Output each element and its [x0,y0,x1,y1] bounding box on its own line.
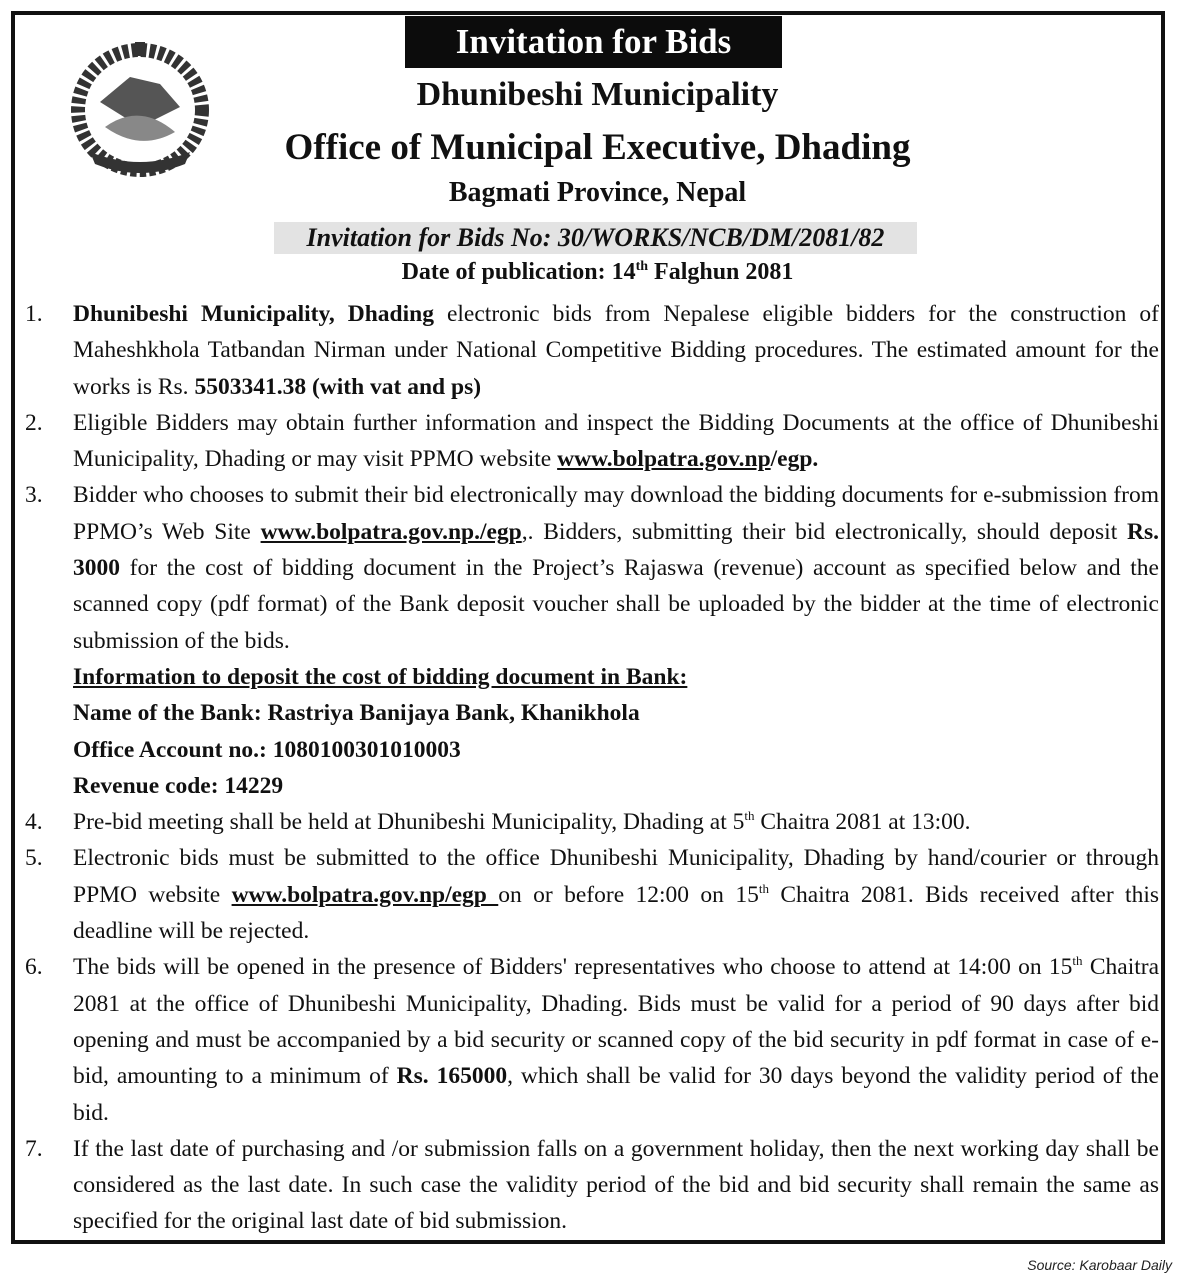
bolpatra-link[interactable]: www.bolpatra.gov.np/egp [231,881,499,908]
office-name: Office of Municipal Executive, Dhading [284,127,911,168]
notice-body [25,296,1159,1240]
list-item: 2. Eligible Bidders may obtain further information and inspect the Bidding Documents at the office of Dhunibeshi Municipality, Dhading or may visit PPMO website www.bolpatra.gov.np/egp. [25,409,1159,473]
banner-title: Invitation for Bids [405,16,782,68]
province-name: Bagmati Province, Nepal [448,177,747,208]
bolpatra-link[interactable]: www.bolpatra.gov.np [557,446,771,473]
bolpatra-link[interactable]: www.bolpatra.gov.np./egp [260,518,522,545]
list-item: 1. Dhunibeshi Municipality, Dhading electronic bids from Nepalese eligible bidders for the construction of Maheshkhola Tatbandan Nirman under National Competitive Bidding procedures. The estimated amount for the works is Rs. 5503341.38 (with vat and ps) [25,301,1159,400]
list-item: 3. Bidder who chooses to submit their bid electronically may download the bidding documents for e-submission from PPMO’s Web Site www.bolpatra.gov.np./egp,. Bidders, submitting their bid electronically, should deposit Rs. 3000 for the cost of bidding document in the Project’s Rajaswa (revenue) account as specified below and the scanned copy (pdf format) of the Bank deposit voucher shall be uploaded by the bidder at the time of electronic submission of the bids. [25,482,1159,654]
list-item: 4. Pre-bid meeting shall be held at Dhunibeshi Municipality, Dhading at 5th Chaitra 2081 at 13:00. [25,808,971,836]
revenue-code: Revenue code: 14229 [73,772,284,799]
list-item: 5. Electronic bids must be submitted to the office Dhunibeshi Municipality, Dhading by hand/courier or through PPMO website www.bolpatra.gov.np/egp on or before 12:00 on 15th Chaitra 2081. Bids received after this deadline will be rejected. [25,845,1159,945]
bank-name: Name of the Bank: Rastriya Banijaya Bank, Khanikhola [73,700,640,727]
bank-info [25,659,1159,804]
organization-name: Dhunibeshi Municipality [416,76,779,113]
source-credit: Source: Karobaar Daily [1027,1257,1172,1273]
ifb-number: Invitation for Bids No: 30/WORKS/NCB/DM/2081/82 [274,222,917,254]
bank-info-heading: Information to deposit the cost of bidding document in Bank: [73,663,688,690]
publication-date: Date of publication: 14th Falghun 2081 [401,259,794,285]
list-item: 7. If the last date of purchasing and /or submission falls on a government holiday, then the next working day shall be considered as the last date. In such case the validity period of the bid and bid security shall remain the same as specified for the original last date of bid submission. [25,1135,1159,1235]
account-number: Office Account no.: 1080100301010003 [73,736,461,763]
list-item: 6. The bids will be opened in the presence of Bidders' representatives who choose to attend at 14:00 on 15th Chaitra 2081 at the office of Dhunibeshi Municipality, Dhading. Bids must be valid for a period of 90 days after bid opening and must be accompanied by a bid security or scanned copy of the bid security in pdf format in case of e-bid, amounting to a minimum of Rs. 165000, which shall be valid for 30 days beyond the validity period of the bid. [25,953,1160,1126]
